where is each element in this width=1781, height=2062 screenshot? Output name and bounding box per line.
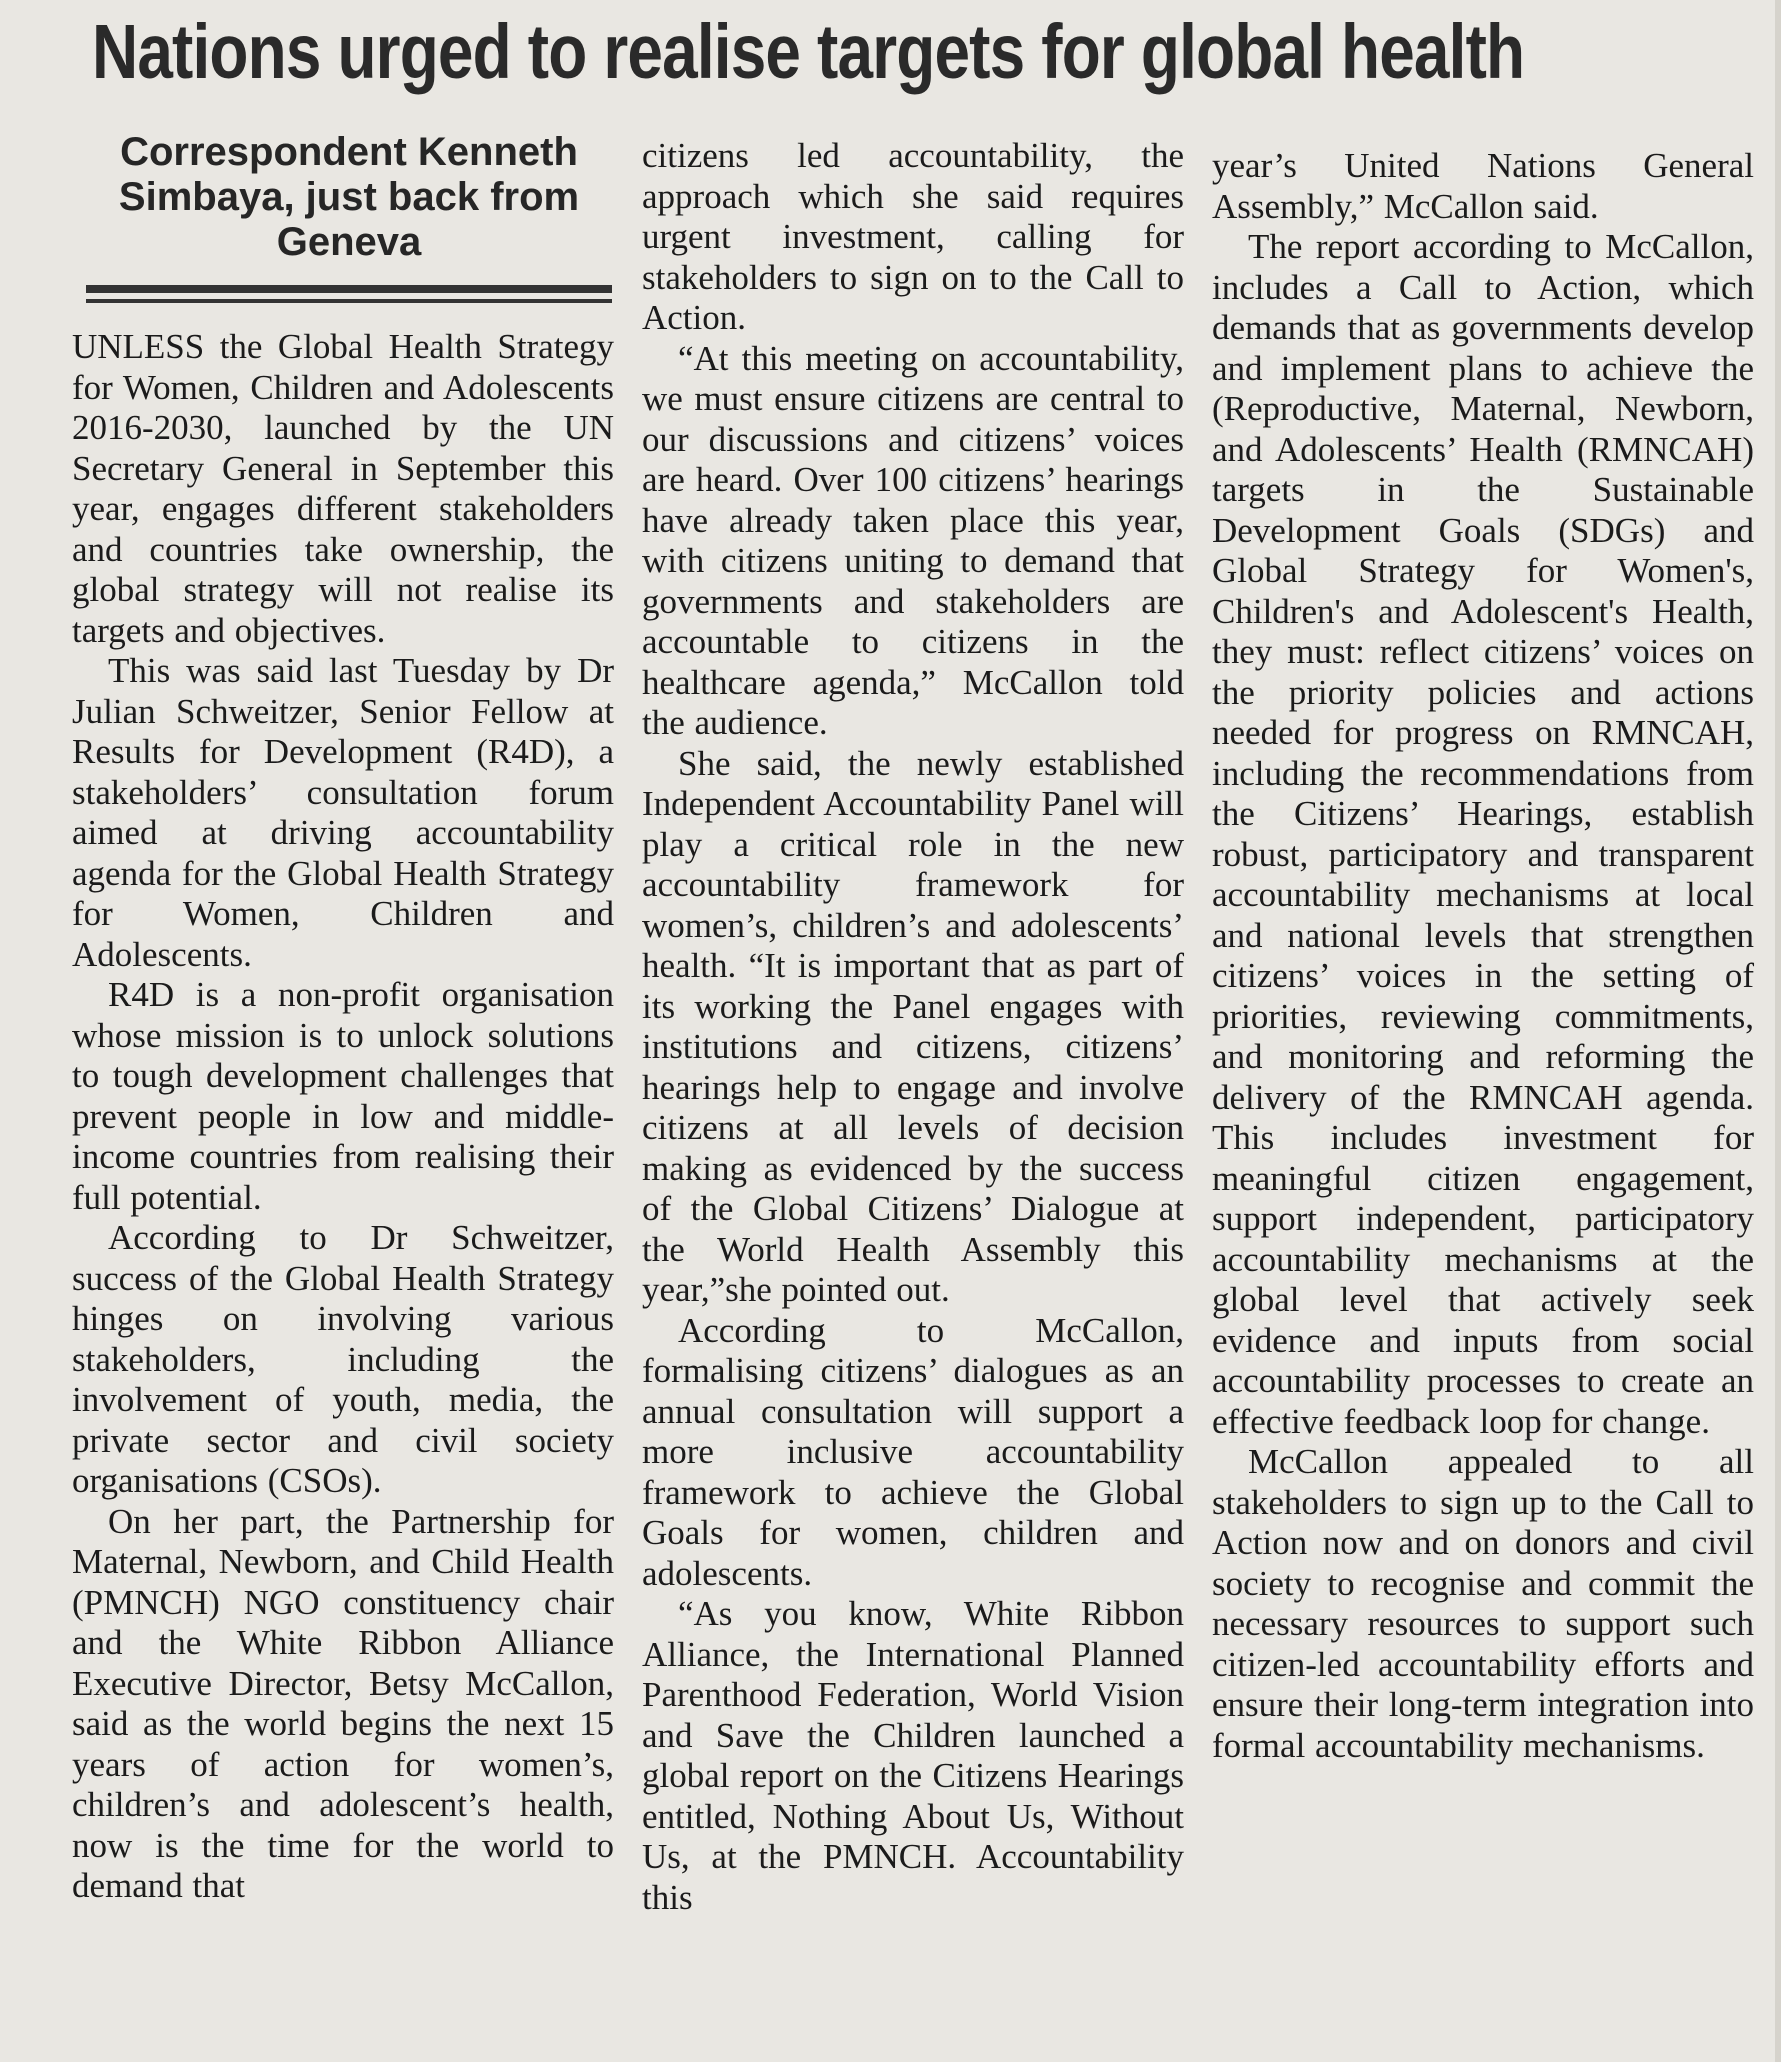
- paragraph: UNLESS the Global Health Strategy for Women, Children and Adolescents 2016-2030, launched by the UN Secretary General in September this year, engages different stakeholders and countries take ownership, the global strategy will not realise its targets and objectives.: [72, 327, 614, 650]
- paragraph: The report according to McCallon, includes a Call to Action, which demands that as governments develop and implement plans to achieve the (Reproductive, Maternal, Newborn, and Adolescents’ Health (RMNCAH) targets in the Sustainable Development Goals (SDGs) and Global Strategy for Women's, Children's and Adolescent's Health, they must: reflect citizens’ voices on the priority policies and actions needed for progress on RMNCAH, including the recommendations from the Citizens’ Hearings, establish robust, participatory and transparent accountability mechanisms at local and national levels that strengthen citizens’ voices in the setting of priorities, reviewing commitments, and monitoring and reforming the delivery of the RMNCAH agenda. This includes investment for meaningful citizen engagement, support independent, participatory accountability mechanisms at the global level that actively seek evidence and inputs from social accountability processes to create an effective feedback loop for change.: [1212, 227, 1754, 1441]
- paragraph: According to McCallon, formalising citizens’ dialogues as an annual consultation will support a more inclusive accountability framework to achieve the Global Goals for women, children and adolescents.: [642, 1310, 1184, 1593]
- paragraph: This was said last Tuesday by Dr Julian Schweitzer, Senior Fellow at Results for Development (R4D), a stakeholders’ consultation forum aimed at driving accountability agenda for the Global Health Strategy for Women, Children and Adolescents.: [72, 651, 614, 974]
- paragraph: R4D is a non-profit organisation whose mission is to unlock solutions to tough development challenges that prevent people in low and middle-income countries from realising their full potential.: [72, 975, 614, 1217]
- article-column-2: [642, 136, 1184, 1918]
- paragraph: On her part, the Partnership for Maternal, Newborn, and Child Health (PMNCH) NGO constituency chair and the White Ribbon Alliance Executive Director, Betsy McCallon, said as the world begins the next 15 years of action for women’s, children’s and adolescent’s health, now is the time for the world to demand that: [72, 1501, 614, 1905]
- paragraph: “At this meeting on accountability, we must ensure citizens are central to our discussions and citizens’ voices are heard. Over 100 citizens’ hearings have already taken place this year, with citizens uniting to demand that governments and stakeholders are accountable to citizens in the healthcare agenda,” McCallon told the audience.: [642, 338, 1184, 742]
- paragraph: McCallon appealed to all stakeholders to sign up to the Call to Action now and on donors and civil society to recognise and commit the necessary resources to support such citizen-led accountability efforts and ensure their long-term integration into formal accountability mechanisms.: [1212, 1442, 1754, 1765]
- article-column-3: [1212, 146, 1754, 1766]
- rule-thin: [86, 299, 612, 303]
- paragraph: year’s United Nations General Assembly,” McCallon said.: [1212, 146, 1754, 226]
- paragraph: According to Dr Schweitzer, success of the Global Health Strategy hinges on involving various stakeholders, including the involvement of youth, media, the private sector and civil society organisations (CSOs).: [72, 1218, 614, 1500]
- paragraph: citizens led accountability, the approach which she said requires urgent investment, calling for stakeholders to sign on to the Call to Action.: [642, 136, 1184, 337]
- headline: Nations urged to realise targets for global health: [92, 9, 1525, 95]
- byline-rule: [86, 285, 612, 309]
- rule-thick: [86, 285, 612, 293]
- byline: Correspondent Kenneth Simbaya, just back from Geneva: [118, 130, 580, 264]
- article-column-1: [72, 327, 614, 1907]
- paragraph: “As you know, White Ribbon Alliance, the International Planned Parenthood Federation, World Vision and Save the Children launched a global report on the Citizens Hearings entitled, Nothing About Us, Without Us, at the PMNCH. Accountability this: [642, 1594, 1184, 1917]
- paragraph: She said, the newly established Independent Accountability Panel will play a critical role in the new accountability framework for women’s, children’s and adolescents’ health. “It is important that as part of its working the Panel engages with institutions and citizens, citizens’ hearings help to engage and involve citizens at all levels of decision making as evidenced by the success of the Global Citizens’ Dialogue at the World Health Assembly this year,”she pointed out.: [642, 743, 1184, 1309]
